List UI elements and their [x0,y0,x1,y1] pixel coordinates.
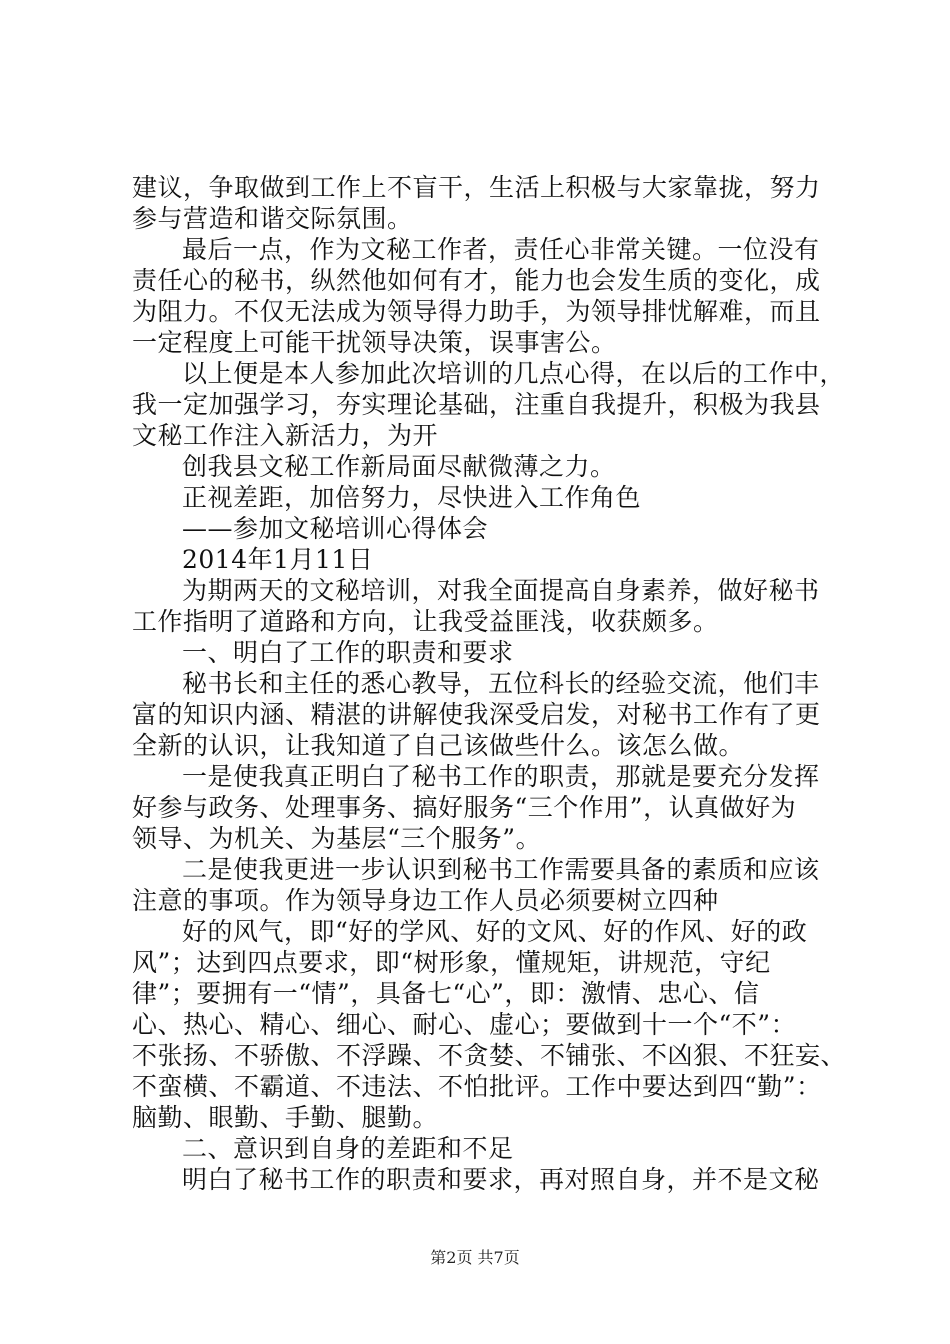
text-line: 领导、为机关、为基层“三个服务”。 [132,824,542,853]
text-line: 注意的事项。作为领导身边工作人员必须要树立四种 [132,886,719,915]
text-line: 明白了秘书工作的职责和要求，再对照自身，并不是文秘 [182,1165,820,1194]
text-line: 责任心的秘书，纵然他如何有才，能力也会发生质的变化，成 [132,266,821,295]
text-line: 不张扬、不骄傲、不浮躁、不贪婪、不铺张、不凶狠、不狂妄、 [132,1041,847,1070]
text-line: 为期两天的文秘培训，对我全面提高自身素养，做好秘书 [182,576,820,605]
text-line: 一是使我真正明白了秘书工作的职责，那就是要充分发挥 [182,762,820,791]
text-line: 不蛮横、不霸道、不违法、不怕批评。工作中要达到四“勤”： [132,1072,822,1101]
text-line: 全新的认识，让我知道了自己该做些什么。该怎么做。 [132,731,745,760]
text-line: 一、明白了工作的职责和要求 [182,638,514,667]
text-line: 一定程度上可能干扰领导决策，误事害公。 [132,328,617,357]
text-line: 二、意识到自身的差距和不足 [182,1134,514,1163]
text-line: 文秘工作注入新活力，为开 [132,421,439,450]
text-line: 建议，争取做到工作上不盲干，生活上积极与大家靠拢，努力 [132,173,821,202]
text-line: 我一定加强学习，夯实理论基础，注重自我提升，积极为我县 [132,390,821,419]
text-line: 风”；达到四点要求，即“树形象，懂规矩，讲规范，守纪 [132,948,771,977]
document-body [132,172,852,1195]
text-line: 为阻力。不仅无法成为领导得力助手，为领导排忧解难，而且 [132,297,821,326]
text-line: 参与营造和谐交际氛围。 [132,204,413,233]
text-line: 富的知识内涵、精湛的讲解使我深受启发，对秘书工作有了更 [132,700,821,729]
text-line: 二是使我更进一步认识到秘书工作需要具备的素质和应该 [182,855,820,884]
text-line: 以上便是本人参加此次培训的几点心得，在以后的工作中， [182,359,846,388]
text-line: 2014年1月11日 [182,545,374,574]
text-line: 心、热心、精心、细心、耐心、虚心；要做到十一个“不”： [132,1010,797,1039]
text-line: 工作指明了道路和方向，让我受益匪浅，收获颇多。 [132,607,719,636]
text-line: ——参加文秘培训心得体会 [182,514,489,543]
text-line: 好的风气，即“好的学风、好的文风、好的作风、好的政 [182,917,808,946]
text-line: 正视差距，加倍努力，尽快进入工作角色 [182,483,642,512]
text-line: 创我县文秘工作新局面尽献微薄之力。 [182,452,616,481]
text-line: 好参与政务、处理事务、搞好服务“三个作用”，认真做好为 [132,793,797,822]
text-line: 秘书长和主任的悉心教导，五位科长的经验交流，他们丰 [182,669,820,698]
text-line: 律”；要拥有一“情”，具备七“心”，即：激情、忠心、信 [132,979,760,1008]
text-line: 脑勤、眼勤、手勤、腿勤。 [132,1103,439,1132]
text-line: 最后一点，作为文秘工作者，责任心非常关键。一位没有 [182,235,820,264]
page-footer: 第2页 共7页 [430,1248,520,1267]
